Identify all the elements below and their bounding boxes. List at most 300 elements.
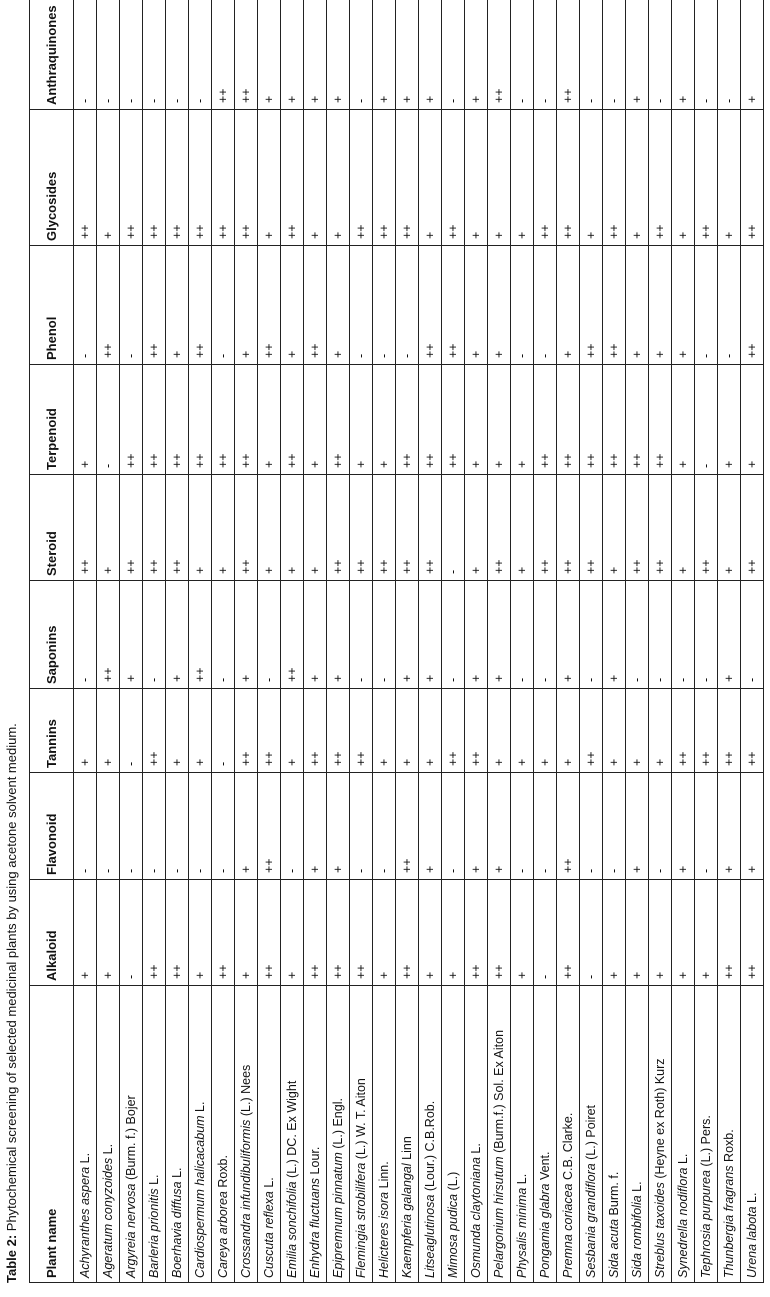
species-author: Linn (400, 1136, 414, 1164)
species-author: (L.) Pers. (699, 1115, 713, 1171)
result-cell: + (97, 110, 120, 246)
result-cell: + (327, 0, 350, 110)
result-cell: + (396, 689, 419, 773)
species-author: Linn. (377, 1161, 391, 1192)
result-cell: ++ (189, 246, 212, 365)
result-cell: ++ (304, 880, 327, 986)
species-name: Physalis minima (515, 1187, 529, 1278)
result-cell: - (442, 475, 465, 581)
result-cell: ++ (649, 475, 672, 581)
result-cell: + (327, 110, 350, 246)
column-header: Steroid (30, 475, 74, 581)
result-cell: - (649, 581, 672, 689)
result-cell: ++ (281, 581, 304, 689)
result-cell: + (258, 365, 281, 475)
result-cell: - (511, 581, 534, 689)
result-cell: + (97, 689, 120, 773)
result-cell: - (350, 0, 373, 110)
table-row (488, 0, 511, 1283)
result-cell: ++ (465, 689, 488, 773)
result-cell: ++ (534, 365, 557, 475)
result-cell: ++ (649, 365, 672, 475)
table-row (741, 0, 764, 1283)
species-name: Osmunda claytoniana (469, 1157, 483, 1278)
table-row (97, 0, 120, 1283)
result-cell: + (718, 475, 741, 581)
result-cell: ++ (442, 689, 465, 773)
result-cell: - (534, 581, 557, 689)
result-cell: + (465, 365, 488, 475)
result-cell: ++ (350, 689, 373, 773)
plant-name-cell (672, 986, 695, 1283)
table-row (304, 0, 327, 1283)
result-cell: ++ (304, 246, 327, 365)
plant-name-cell (396, 986, 419, 1283)
result-cell: ++ (189, 581, 212, 689)
result-cell: ++ (373, 475, 396, 581)
result-cell: + (373, 365, 396, 475)
result-cell: ++ (143, 880, 166, 986)
result-cell: + (189, 880, 212, 986)
result-cell: - (695, 365, 718, 475)
result-cell: ++ (235, 475, 258, 581)
result-cell: - (189, 773, 212, 880)
phytochemical-table (29, 0, 764, 1283)
result-cell: + (281, 475, 304, 581)
result-cell: - (580, 880, 603, 986)
result-cell: + (488, 246, 511, 365)
result-cell: + (672, 110, 695, 246)
plant-name-cell (327, 986, 350, 1283)
result-cell: - (120, 689, 143, 773)
result-cell: ++ (419, 365, 442, 475)
result-cell: + (557, 246, 580, 365)
result-cell: ++ (74, 110, 97, 246)
result-cell: + (465, 475, 488, 581)
species-name: Enhydra fluctuans (308, 1177, 322, 1278)
plant-name-cell (235, 986, 258, 1283)
result-cell: - (373, 246, 396, 365)
column-header: Terpenoid (30, 365, 74, 475)
table-row (235, 0, 258, 1283)
result-cell: ++ (258, 689, 281, 773)
result-cell: + (695, 880, 718, 986)
result-cell: + (672, 773, 695, 880)
result-cell: + (166, 689, 189, 773)
result-cell: + (419, 0, 442, 110)
result-cell: ++ (97, 581, 120, 689)
result-cell: - (166, 0, 189, 110)
result-cell: + (74, 689, 97, 773)
result-cell: - (511, 246, 534, 365)
result-cell: + (350, 365, 373, 475)
result-cell: + (511, 880, 534, 986)
result-cell: + (281, 246, 304, 365)
result-cell: ++ (166, 110, 189, 246)
result-cell: ++ (143, 246, 166, 365)
result-cell: + (488, 773, 511, 880)
species-name: Streblus taxoides (653, 1182, 667, 1278)
result-cell: ++ (603, 246, 626, 365)
plant-name-cell (143, 986, 166, 1283)
result-cell: ++ (166, 880, 189, 986)
result-cell: - (649, 0, 672, 110)
result-cell: - (189, 0, 212, 110)
plant-name-cell (741, 986, 764, 1283)
table-row (327, 0, 350, 1283)
result-cell: + (465, 773, 488, 880)
species-name: Emilia sonchifolia (285, 1181, 299, 1278)
result-cell: ++ (534, 475, 557, 581)
result-cell: ++ (557, 880, 580, 986)
result-cell: - (143, 0, 166, 110)
result-cell: + (649, 246, 672, 365)
result-cell: + (396, 581, 419, 689)
result-cell: - (120, 880, 143, 986)
result-cell: + (465, 0, 488, 110)
species-author: L. (515, 1173, 529, 1188)
plant-name-cell (74, 986, 97, 1283)
result-cell: - (580, 0, 603, 110)
result-cell: + (281, 0, 304, 110)
result-cell: + (741, 0, 764, 110)
result-cell: - (74, 773, 97, 880)
result-cell: + (488, 689, 511, 773)
species-author: (Heyne ex Roth) Kurz (653, 1058, 667, 1183)
table-row (442, 0, 465, 1283)
result-cell: + (741, 365, 764, 475)
result-cell: + (603, 475, 626, 581)
result-cell: ++ (235, 689, 258, 773)
result-cell: + (373, 0, 396, 110)
result-cell: ++ (741, 110, 764, 246)
result-cell: - (695, 0, 718, 110)
result-cell: - (695, 581, 718, 689)
result-cell: + (304, 581, 327, 689)
result-cell: ++ (212, 365, 235, 475)
species-name: Pelargonium hirsutum (492, 1156, 506, 1278)
result-cell: ++ (212, 880, 235, 986)
column-header: Phenol (30, 246, 74, 365)
species-author: L. (101, 1143, 115, 1158)
result-cell: - (695, 773, 718, 880)
result-cell: + (74, 365, 97, 475)
result-cell: ++ (557, 475, 580, 581)
table-row (258, 0, 281, 1283)
result-cell: + (419, 689, 442, 773)
result-cell: + (626, 0, 649, 110)
result-cell: ++ (465, 880, 488, 986)
result-cell: + (718, 365, 741, 475)
result-cell: + (465, 581, 488, 689)
table-row (212, 0, 235, 1283)
result-cell: + (649, 689, 672, 773)
result-cell: - (741, 581, 764, 689)
table-row (281, 0, 304, 1283)
result-cell: + (304, 475, 327, 581)
result-cell: + (74, 880, 97, 986)
result-cell: - (373, 581, 396, 689)
plant-name-cell (718, 986, 741, 1283)
species-name: Crossandra infundibuliformis (239, 1119, 253, 1278)
column-header: Flavonoid (30, 773, 74, 880)
species-author: L. (630, 1181, 644, 1196)
result-cell: ++ (235, 110, 258, 246)
result-cell: + (511, 365, 534, 475)
result-cell: - (603, 773, 626, 880)
result-cell: + (419, 773, 442, 880)
result-cell: ++ (143, 689, 166, 773)
species-name: Synedrella nodiflora (676, 1167, 690, 1278)
result-cell: ++ (741, 475, 764, 581)
result-cell: ++ (143, 475, 166, 581)
result-cell: + (672, 0, 695, 110)
result-cell: + (212, 475, 235, 581)
result-cell: + (258, 0, 281, 110)
table-row (465, 0, 488, 1283)
result-cell: ++ (166, 475, 189, 581)
plant-name-cell (603, 986, 626, 1283)
result-cell: + (304, 365, 327, 475)
result-cell: ++ (143, 110, 166, 246)
result-cell: + (396, 0, 419, 110)
species-author: Roxb. (722, 1129, 736, 1166)
species-name: Achyranthes aspera (78, 1166, 92, 1278)
result-cell: ++ (97, 246, 120, 365)
result-cell: ++ (212, 0, 235, 110)
result-cell: ++ (212, 110, 235, 246)
result-cell: ++ (557, 773, 580, 880)
plant-name-cell (511, 986, 534, 1283)
result-cell: - (212, 773, 235, 880)
plant-name-cell (166, 986, 189, 1283)
result-cell: + (488, 365, 511, 475)
result-cell: ++ (442, 365, 465, 475)
species-author: L. (469, 1143, 483, 1158)
caption-label: Table 2: (4, 1234, 19, 1283)
species-author: Lour. (308, 1146, 322, 1178)
result-cell: + (419, 581, 442, 689)
result-cell: + (488, 581, 511, 689)
species-name: Ageratum conyzoides (101, 1157, 115, 1278)
result-cell: + (166, 581, 189, 689)
result-cell: ++ (580, 246, 603, 365)
result-cell: - (74, 0, 97, 110)
species-author: L. (745, 1192, 759, 1207)
result-cell: + (327, 246, 350, 365)
result-cell: ++ (442, 246, 465, 365)
species-name: Boerhavia diffusa (170, 1181, 184, 1278)
result-cell: - (442, 773, 465, 880)
result-cell: + (603, 880, 626, 986)
result-cell: - (212, 581, 235, 689)
column-header: Tannins (30, 689, 74, 773)
result-cell: ++ (649, 110, 672, 246)
result-cell: ++ (120, 110, 143, 246)
result-cell: + (511, 689, 534, 773)
plant-name-cell (304, 986, 327, 1283)
result-cell: - (626, 581, 649, 689)
table-row (373, 0, 396, 1283)
plant-name-cell (557, 986, 580, 1283)
result-cell: + (672, 475, 695, 581)
plant-name-cell (189, 986, 212, 1283)
table-row (350, 0, 373, 1283)
result-cell: ++ (396, 773, 419, 880)
result-cell: + (304, 773, 327, 880)
species-name: Premna coriacea (561, 1183, 575, 1278)
table-row (557, 0, 580, 1283)
plant-name-cell (373, 986, 396, 1283)
species-name: Careya arborea (216, 1191, 230, 1278)
result-cell: + (189, 475, 212, 581)
species-author: L. (262, 1177, 276, 1192)
result-cell: - (74, 581, 97, 689)
result-cell: ++ (350, 110, 373, 246)
result-cell: + (419, 880, 442, 986)
result-cell: + (626, 689, 649, 773)
result-cell: - (350, 581, 373, 689)
result-cell: + (718, 773, 741, 880)
result-cell: - (97, 0, 120, 110)
species-author: (Burm. f.) Bojer (124, 1095, 138, 1184)
result-cell: + (442, 880, 465, 986)
result-cell: ++ (419, 475, 442, 581)
result-cell: - (534, 880, 557, 986)
table-row (580, 0, 603, 1283)
plant-name-cell (580, 986, 603, 1283)
species-author: (L.) Nees (239, 1064, 253, 1120)
result-cell: - (350, 246, 373, 365)
plant-name-cell (488, 986, 511, 1283)
plant-name-cell (626, 986, 649, 1283)
table-row (718, 0, 741, 1283)
result-cell: ++ (304, 689, 327, 773)
result-cell: ++ (419, 246, 442, 365)
species-name: Flemingia strobilifera (354, 1162, 368, 1278)
species-name: Helicteres isora (377, 1191, 391, 1278)
species-author: Burm. f. (607, 1171, 621, 1219)
result-cell: ++ (258, 246, 281, 365)
plant-name-cell (97, 986, 120, 1283)
species-author: (L.) Poiret (584, 1104, 598, 1164)
species-name: Mimosa pudica (446, 1193, 460, 1278)
table-row (672, 0, 695, 1283)
result-cell: - (534, 773, 557, 880)
result-cell: + (465, 246, 488, 365)
species-author: L. (193, 1101, 207, 1116)
result-cell: ++ (695, 475, 718, 581)
table-row (74, 0, 97, 1283)
result-cell: - (74, 246, 97, 365)
result-cell: + (258, 475, 281, 581)
result-cell: ++ (189, 110, 212, 246)
plant-name-cell (695, 986, 718, 1283)
result-cell: ++ (373, 110, 396, 246)
result-cell: ++ (235, 365, 258, 475)
result-cell: + (557, 689, 580, 773)
header-row (30, 0, 74, 1283)
species-author: C.B. Clarke. (561, 1112, 575, 1184)
result-cell: + (235, 773, 258, 880)
species-author: (Burm.f.) Sol. Ex Aiton (492, 1029, 506, 1157)
result-cell: ++ (120, 475, 143, 581)
result-cell: + (718, 110, 741, 246)
plant-name-cell (350, 986, 373, 1283)
result-cell: - (120, 773, 143, 880)
result-cell: + (166, 246, 189, 365)
result-cell: + (97, 880, 120, 986)
result-cell: - (534, 0, 557, 110)
species-author: (L.) W. T. Aiton (354, 1078, 368, 1163)
species-name: Cuscuta reflexa (262, 1191, 276, 1278)
result-cell: + (304, 0, 327, 110)
species-name: Litseaglutinosa (423, 1194, 437, 1278)
result-cell: + (327, 773, 350, 880)
result-cell: ++ (580, 365, 603, 475)
plant-name-cell (442, 986, 465, 1283)
result-cell: - (258, 581, 281, 689)
species-name: Sida rombifolia (630, 1195, 644, 1278)
result-cell: - (143, 581, 166, 689)
result-cell: ++ (327, 475, 350, 581)
result-cell: ++ (718, 689, 741, 773)
result-cell: - (120, 246, 143, 365)
result-cell: + (304, 110, 327, 246)
result-cell: ++ (741, 880, 764, 986)
result-cell: ++ (580, 475, 603, 581)
result-cell: ++ (235, 0, 258, 110)
result-cell: - (534, 246, 557, 365)
result-cell: ++ (120, 365, 143, 475)
species-name: Thunbergia fragrans (722, 1165, 736, 1278)
result-cell: + (603, 581, 626, 689)
species-author: (Lour.) C.B.Rob. (423, 1100, 437, 1195)
result-cell: + (97, 475, 120, 581)
result-cell: - (120, 0, 143, 110)
result-cell: ++ (488, 0, 511, 110)
result-cell: ++ (258, 773, 281, 880)
plant-name-cell (212, 986, 235, 1283)
result-cell: ++ (350, 475, 373, 581)
column-header: Glycosides (30, 110, 74, 246)
result-cell: ++ (442, 110, 465, 246)
column-header: Anthraquinones (30, 0, 74, 110)
result-cell: ++ (327, 880, 350, 986)
result-cell: + (120, 581, 143, 689)
result-cell: ++ (281, 365, 304, 475)
result-cell: ++ (488, 880, 511, 986)
result-cell: - (97, 773, 120, 880)
result-cell: ++ (281, 110, 304, 246)
result-cell: - (511, 0, 534, 110)
result-cell: - (281, 773, 304, 880)
result-cell: ++ (603, 110, 626, 246)
result-cell: + (373, 689, 396, 773)
result-cell: ++ (488, 475, 511, 581)
result-cell: - (97, 365, 120, 475)
result-cell: - (580, 773, 603, 880)
result-cell: ++ (603, 365, 626, 475)
species-author: L. (78, 1152, 92, 1167)
table-row (649, 0, 672, 1283)
result-cell: - (442, 581, 465, 689)
result-cell: + (235, 880, 258, 986)
species-author: (L.) (446, 1171, 460, 1194)
result-cell: + (511, 475, 534, 581)
result-cell: - (718, 246, 741, 365)
table-row (534, 0, 557, 1283)
